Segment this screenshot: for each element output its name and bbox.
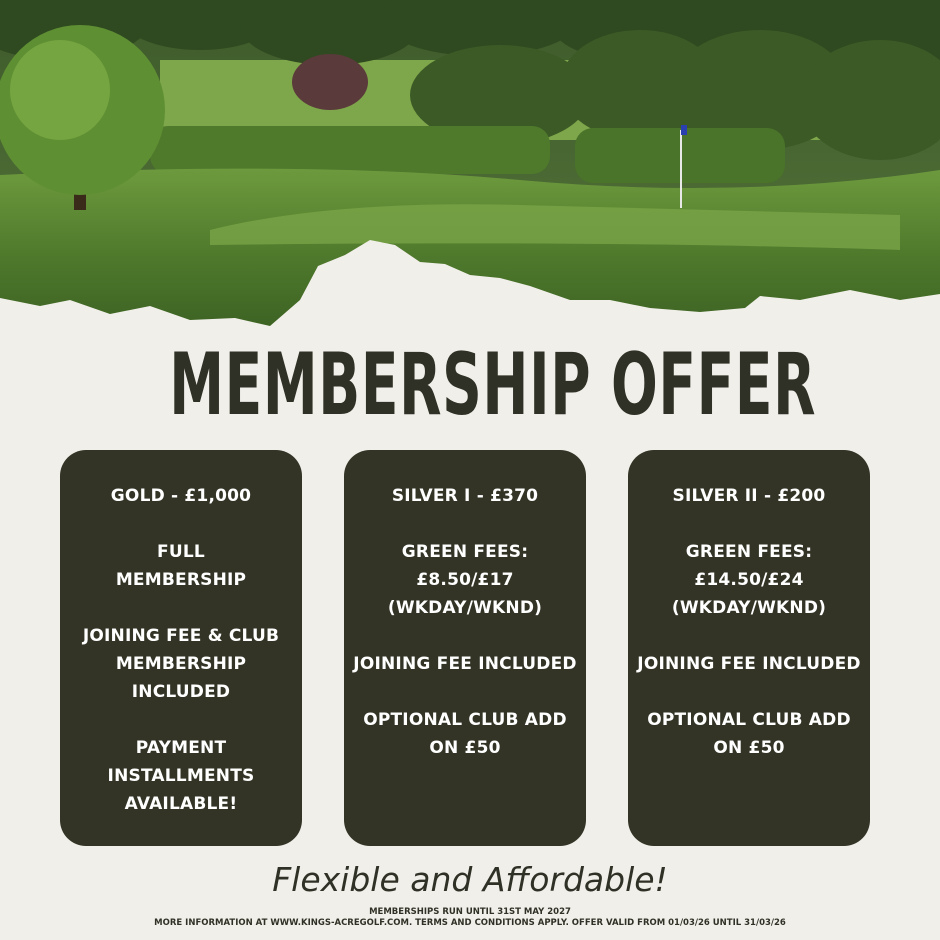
plan-detail: GREEN FEES: (685, 542, 813, 562)
plan-detail: INSTALLMENTS (107, 766, 255, 786)
plan-detail: JOINING FEE & CLUB (82, 626, 280, 646)
plan-card-silver-i (344, 450, 586, 846)
plan-detail: JOINING FEE INCLUDED (353, 654, 577, 674)
tagline: Flexible and Affordable! (272, 860, 668, 899)
plan-detail: (WKDAY/WKND) (671, 598, 827, 618)
page-title: MEMBERSHIP OFFER (169, 335, 817, 435)
plan-detail: (WKDAY/WKND) (387, 598, 543, 618)
plan-detail: MEMBERSHIP (115, 654, 247, 674)
plan-detail: MEMBERSHIP (115, 570, 247, 590)
plan-detail: GREEN FEES: (401, 542, 529, 562)
plan-detail: INCLUDED (131, 682, 231, 702)
plan-detail: ON £50 (713, 738, 785, 758)
plan-detail: £14.50/£24 (694, 570, 804, 590)
plan-detail: PAYMENT (135, 738, 227, 758)
plan-detail: ON £50 (429, 738, 501, 758)
plan-detail: FULL (157, 542, 205, 562)
footer-line-2: MORE INFORMATION AT WWW.KINGS-ACREGOLF.COM. TERMS AND CONDITIONS APPLY. OFFER VALID FROM 01/03/26 UNTIL 31/03/26 (154, 918, 786, 928)
plan-detail: JOINING FEE INCLUDED (637, 654, 861, 674)
plan-card-gold (60, 450, 302, 846)
plan-name: SILVER II - £200 (672, 486, 826, 506)
plan-detail: OPTIONAL CLUB ADD (363, 710, 567, 730)
plan-detail: £8.50/£17 (416, 570, 514, 590)
footer-line-1: MEMBERSHIPS RUN UNTIL 31ST MAY 2027 (369, 907, 571, 917)
plan-detail: OPTIONAL CLUB ADD (647, 710, 851, 730)
plan-name: GOLD - £1,000 (110, 486, 252, 506)
plan-card-silver-ii (628, 450, 870, 846)
plan-detail: AVAILABLE! (124, 794, 238, 814)
golf-course-photo (0, 0, 940, 340)
plan-name: SILVER I - £370 (391, 486, 539, 506)
